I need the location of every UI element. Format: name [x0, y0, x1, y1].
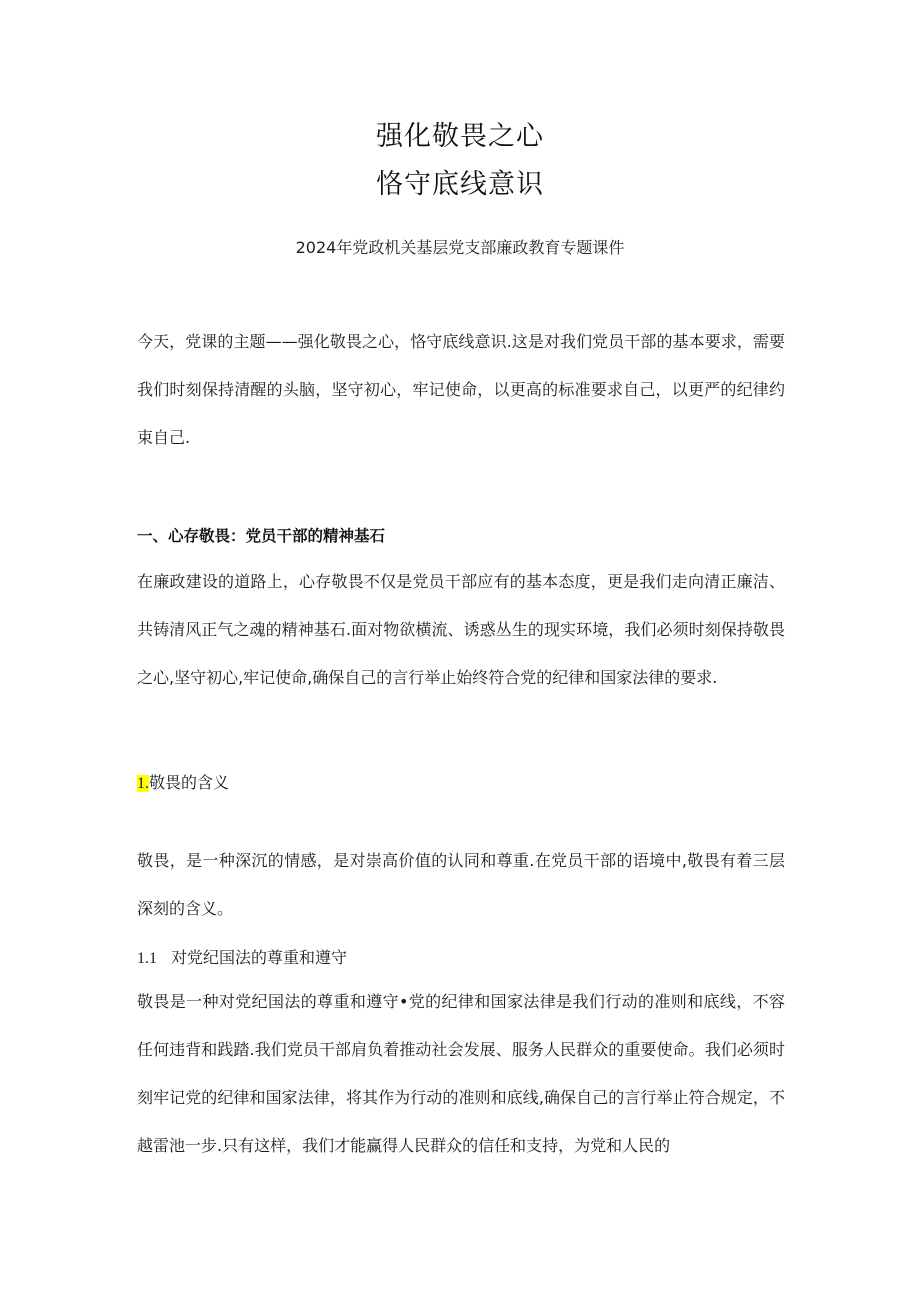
subheading-1-1-label: 对党纪国法的尊重和遵守 — [171, 948, 348, 967]
subheading-1-1 — [137, 945, 347, 968]
subheading-1-label: 敬畏的含义 — [149, 773, 230, 792]
subheading-1 — [137, 770, 229, 793]
intro-paragraph: 今天，党课的主题——强化敬畏之心，恪守底线意识.这是对我们党员干部的基本要求，需要我们时刻保持清醒的头脑，坚守初心，牢记使命，以更高的标准要求自己，以更严的纪律约束自己. — [137, 332, 785, 447]
section-heading-1: 一、心存敬畏：党员干部的精神基石 — [137, 527, 386, 545]
subsection-1-1-paragraph: 敬畏是一种对党纪国法的尊重和遵守•党的纪律和国家法律是我们行动的准则和底线，不容任何违背和践踏.我们党员干部肩负着推动社会发展、服务人民群众的重要使命。我们必须时刻牢记党的纪律和国家法律，将其作为行动的准则和底线,确保自己的言行举止符合规定，不越雷池一步.只有这样，我们才能赢得人民群众的信任和支持，为党和人民的 — [137, 992, 785, 1155]
subheading-1-number: 1. — [137, 775, 149, 792]
document-subtitle: 2024年党政机关基层党支部廉政教育专题课件 — [295, 238, 625, 257]
subheading-1-1-number: 1.1 — [137, 950, 157, 967]
subsection-1-paragraph: 敬畏，是一种深沉的情感，是对崇高价值的认同和尊重.在党员干部的语境中,敬畏有着三层深刻的含义。 — [137, 851, 785, 918]
title-line-2: 恪守底线意识 — [376, 169, 544, 200]
title-line-1: 强化敬畏之心 — [376, 121, 544, 152]
section-1-paragraph: 在廉政建设的道路上，心存敬畏不仅是党员干部应有的基本态度，更是我们走向清正廉洁、共铸清风正气之魂的精神基石.面对物欲横流、诱惑丛生的现实环境，我们必须时刻保持敬畏之心,坚守初心,牢记使命,确保自己的言行举止始终符合党的纪律和国家法律的要求. — [137, 572, 785, 687]
